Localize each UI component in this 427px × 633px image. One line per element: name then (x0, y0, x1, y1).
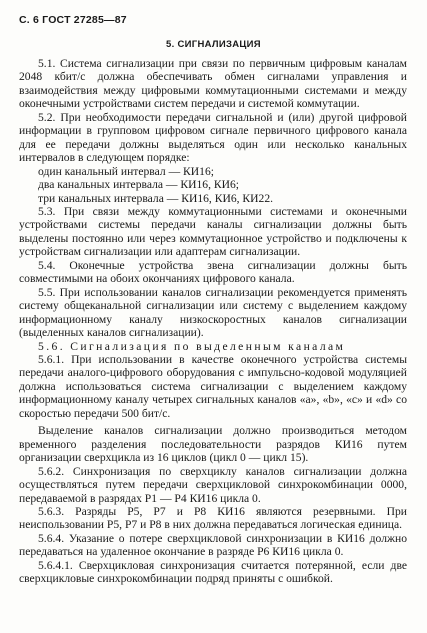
section-title: 5. СИГНАЛИЗАЦИЯ (166, 39, 261, 50)
paragraph-5-6-4: 5.6.4. Указание о потере сверхцикловой синхронизации в КИ16 должно передаваться на удаленное окончание в разряде Р6 КИ16 цикла 0. (19, 531, 407, 559)
paragraph-channel-allocation: Выделение каналов сигнализации должно производиться методом временного разделения последовательности разрядов КИ16 путем организации сверхцикла из 16 циклов (цикл 0 — цикл 15). (19, 424, 407, 465)
paragraph-5-6-3: 5.6.3. Разряды Р5, Р7 и Р8 КИ16 являются резервными. При неиспользовании Р5, Р7 и Р8 в них должна передаваться логическая единица. (19, 504, 407, 532)
subsection-heading-5-6: 5.6. Сигнализация по выделенным каналам (38, 339, 346, 353)
body-text (19, 57, 407, 586)
paragraph-5-5: 5.5. При использовании каналов сигнализации рекомендуется применять систему общеканальной сигнализации или систему с выделением каждому информационному каналу низкоскоростных каналов сигнализации (выделенных каналов сигнализации). (19, 285, 407, 340)
paragraph-5-6-4-1: 5.6.4.1. Сверхцикловая синхронизация считается потерянной, если две сверхцикловые синхрокомбинации подряд приняты с ошибкой. (19, 558, 407, 586)
list-item: два канальных интервала — КИ16, КИ6; (38, 178, 240, 192)
running-head: С. 6 ГОСТ 27285—87 (19, 14, 127, 26)
paragraph-5-4: 5.4. Оконечные устройства звена сигнализации должны быть совместимыми на обоих окончаниях цифрового канала. (19, 258, 407, 286)
paragraph-5-2: 5.2. При необходимости передачи сигнальной и (или) другой цифровой информации в групповом цифровом сигнале первичного цифрового канала для ее передачи должны выделяться один или несколько канальных интервалов в следующем порядке: (19, 110, 407, 165)
list-item: один канальный интервал — КИ16; (38, 164, 214, 178)
paragraph-5-1: 5.1. Система сигнализации при связи по первичным цифровым каналам 2048 кбит/с должна обеспечивать обмен сигналами управления и взаимодействия между цифровыми коммутационными системами и между оконечными устройствами систем передачи и системой коммутации. (19, 57, 407, 111)
paragraph-5-6-2: 5.6.2. Синхронизация по сверхциклу каналов сигнализации должна осуществляться путем передачи сверхцикловой синхрокомбинации 0000, передаваемой в разрядах Р1 — Р4 КИ16 цикла 0. (19, 464, 407, 505)
paragraph-5-3: 5.3. При связи между коммутационными системами и оконечными устройствами системы передачи каналы сигнализации должны быть выделены постоянно или через коммутационное устройство и подключены к устройствам сигнализации или адаптерам сигнализации. (19, 204, 407, 259)
paragraph-5-6-1: 5.6.1. При использовании в качестве оконечного устройства системы передачи аналого-цифрового оборудования с импульсно-кодовой модуляцией должна использоваться система сигнализации с выделением каждому информационному каналу четырех сигнальных каналов «a», «b», «c» и «d» со скоростью передачи 500 бит/с. (19, 352, 407, 420)
list-item: три канальных интервала — КИ16, КИ6, КИ22. (38, 191, 274, 205)
